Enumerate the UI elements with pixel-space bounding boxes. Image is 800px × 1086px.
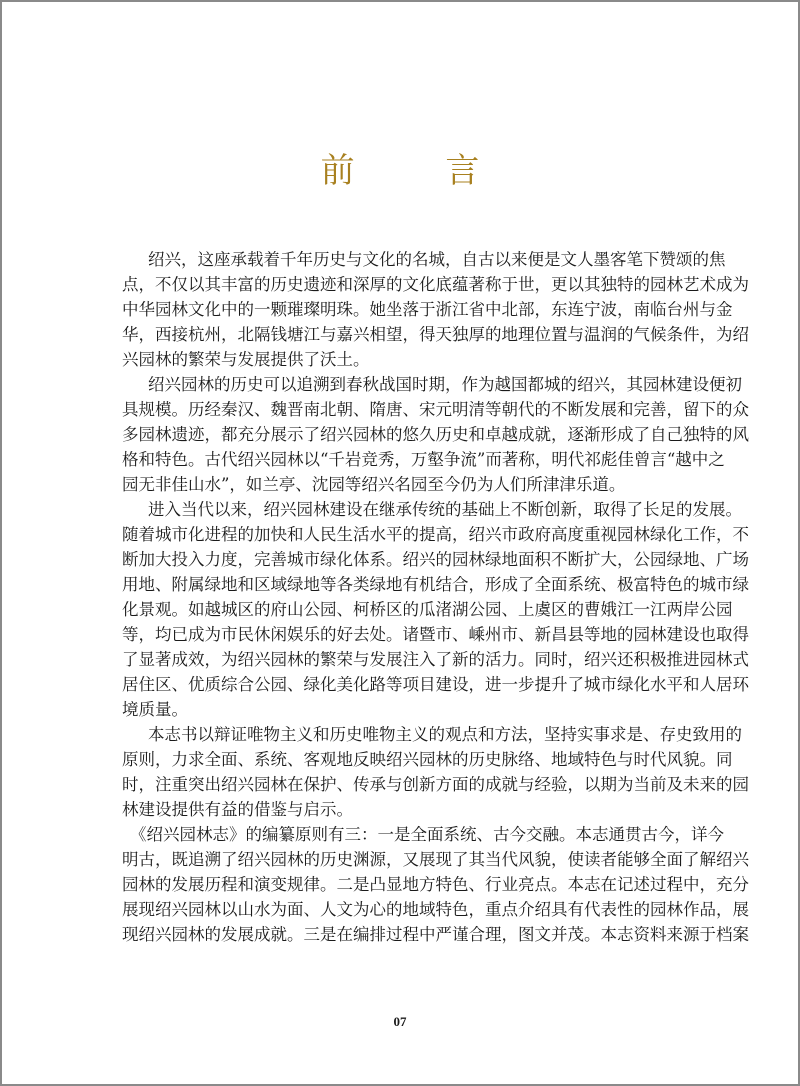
text-line: 林建设提供有益的借鉴与启示。	[122, 800, 353, 819]
paragraph	[122, 372, 749, 497]
text-line: 点，不仅以其丰富的历史遗迹和深厚的文化底蕴著称于世，更以其独特的园林艺术成为	[122, 275, 749, 294]
text-line: 绍兴园林的历史可以追溯到春秋战国时期，作为越国都城的绍兴，其园林建设便初	[148, 375, 742, 394]
text-line: 明古，既追溯了绍兴园林的历史渊源，又展现了其当代风貌，使读者能够全面了解绍兴	[122, 850, 749, 869]
paragraph	[122, 822, 749, 947]
text-line: 随着城市化进程的加快和人民生活水平的提高，绍兴市政府高度重视园林绿化工作，不	[122, 525, 749, 544]
text-line: 时，注重突出绍兴园林在保护、传承与创新方面的成就与经验，以期为当前及未来的园	[122, 775, 749, 794]
text-line: 华，西接杭州，北隔钱塘江与嘉兴相望，得天独厚的地理位置与温润的气候条件，为绍	[122, 325, 749, 344]
text-line: 《绍兴园林志》的编纂原则有三：一是全面系统、古今交融。本志通贯古今，详今	[130, 825, 724, 844]
text-line: 化景观。如越城区的府山公园、柯桥区的瓜渚湖公园、上虞区的曹娥江一江两岸公园	[122, 600, 733, 619]
text-line: 原则，力求全面、系统、客观地反映绍兴园林的历史脉络、地域特色与时代风貌。同	[122, 750, 733, 769]
text-line: 多园林遗迹，都充分展示了绍兴园林的悠久历史和卓越成就，逐渐形成了自己独特的风	[122, 425, 749, 444]
paragraph	[122, 247, 749, 372]
text-line: 本志书以辩证唯物主义和历史唯物主义的观点和方法，坚持实事求是、存史致用的	[148, 725, 742, 744]
text-line: 居住区、优质综合公园、绿化美化路等项目建设，进一步提升了城市绿化水平和人居环	[122, 675, 749, 694]
text-line: 了显著成效，为绍兴园林的繁荣与发展注入了新的活力。同时，绍兴还积极推进园林式	[122, 650, 749, 669]
text-line: 中华园林文化中的一颗璀璨明珠。她坐落于浙江省中北部，东连宁波，南临台州与金	[122, 300, 733, 319]
text-line: 兴园林的繁荣与发展提供了沃土。	[122, 350, 370, 369]
text-line: 用地、附属绿地和区域绿地等各类绿地有机结合，形成了全面系统、极富特色的城市绿	[122, 575, 749, 594]
preface-body	[122, 247, 749, 947]
text-line: 断加大投入力度，完善城市绿化体系。绍兴的园林绿地面积不断扩大，公园绿地、广场	[122, 550, 749, 569]
text-line: 绍兴，这座承载着千年历史与文化的名城，自古以来便是文人墨客笔下赞颂的焦	[148, 250, 726, 269]
paragraph	[122, 497, 749, 722]
text-line: 现绍兴园林的发展成就。三是在编排过程中严谨合理，图文并茂。本志资料来源于档案	[122, 925, 749, 944]
text-line: 格和特色。古代绍兴园林以“千岩竞秀，万壑争流”而著称，明代祁彪佳曾言“越中之	[122, 450, 725, 469]
text-line: 园林的发展历程和演变规律。二是凸显地方特色、行业亮点。本志在记述过程中，充分	[122, 875, 749, 894]
page-title: 前 言	[320, 151, 520, 191]
paragraph	[122, 722, 749, 822]
text-line: 具规模。历经秦汉、魏晋南北朝、隋唐、宋元明清等朝代的不断发展和完善，留下的众	[122, 400, 749, 419]
text-line: 园无非佳山水”，如兰亭、沈园等绍兴名园至今仍为人们所津津乐道。	[122, 475, 626, 494]
text-line: 等，均已成为市民休闲娱乐的好去处。诸暨市、嵊州市、新昌县等地的园林建设也取得	[122, 625, 749, 644]
page-number: 07	[393, 1014, 407, 1029]
text-line: 境质量。	[122, 700, 188, 719]
text-line: 进入当代以来，绍兴园林建设在继承传统的基础上不断创新，取得了长足的发展。	[148, 500, 742, 519]
text-line: 展现绍兴园林以山水为面、人文为心的地域特色，重点介绍具有代表性的园林作品，展	[122, 900, 749, 919]
